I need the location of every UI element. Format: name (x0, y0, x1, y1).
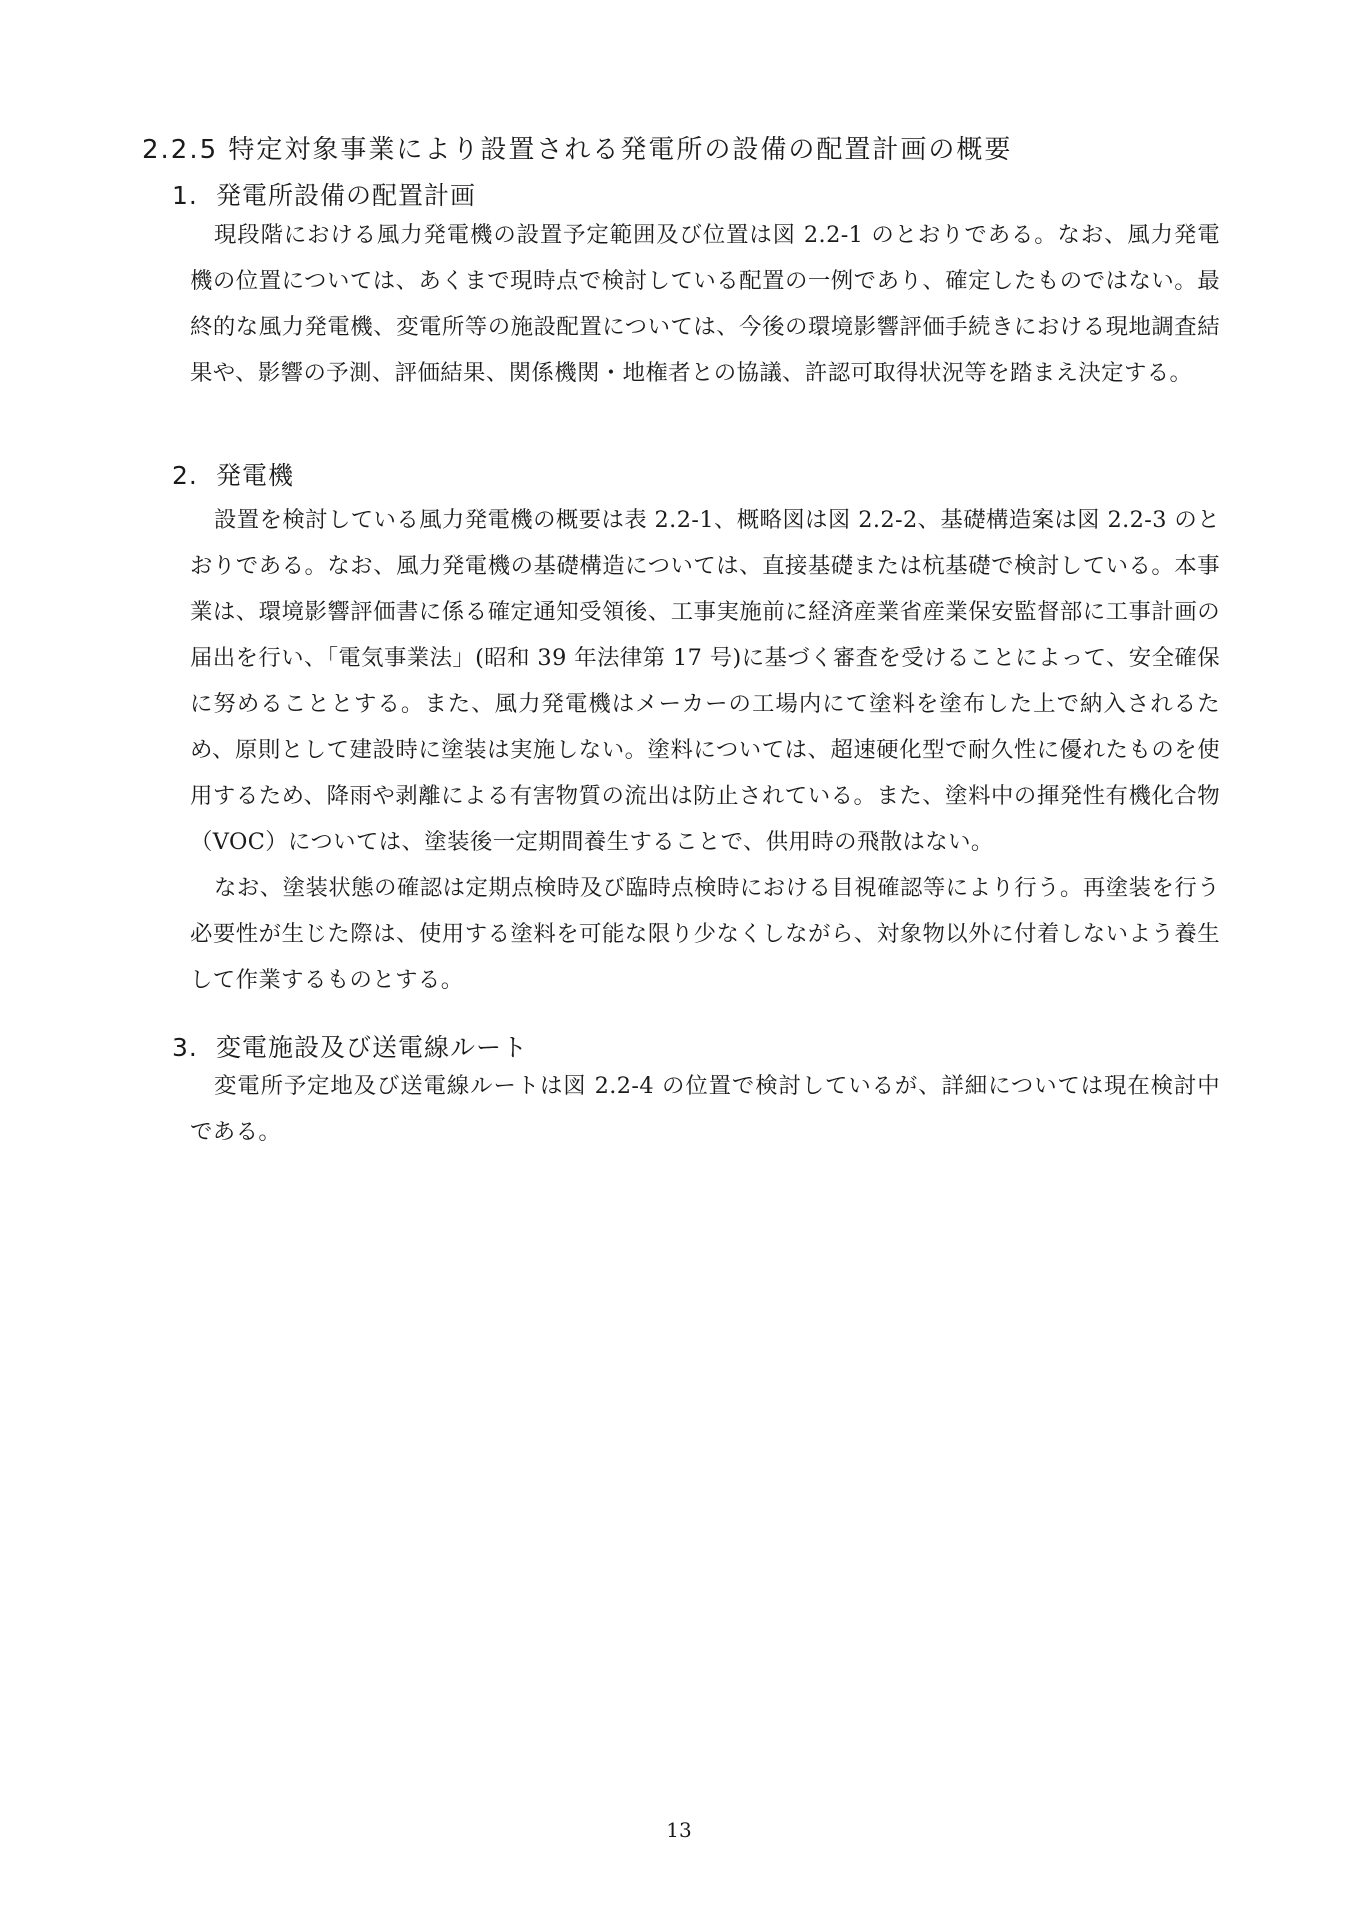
body-paragraph: 変電所予定地及び送電線ルートは図 2.2-4 の位置で検討しているが、詳細については現在検討中である。 (190, 1073, 1220, 1145)
body-paragraph: 設置を検討している風力発電機の概要は表 2.2-1、概略図は図 2.2-2、基礎構造案は図 2.2-3 のとおりである。なお、風力発電機の基礎構造については、直接基礎または杭基礎で検討している。本事業は、環境影響評価書に係る確定通知受領後、工事実施前に経済産業省産業保安監督部に工事計画の届出を行い、「電気事業法」(昭和 39 年法律第 17 号)に基づく審査を受けることによって、安全確保に努めることとする。また、風力発電機はメーカーの工場内にて塗料を塗布した上で納入されるため、原則として建設時に塗装は実施しない。塗料については、超速硬化型で耐久性に優れたものを使用するため、降雨や剥離による有害物質の流出は防止されている。また、塗料中の揮発性有機化合物（VOC）については、塗装後一定期間養生することで、供用時の飛散はない。 (190, 507, 1220, 855)
subsection-number: 3. (172, 1033, 198, 1062)
subsection-title: 変電施設及び送電線ルート (216, 1033, 529, 1062)
subsection-number: 2. (172, 461, 198, 490)
body-paragraph: なお、塗装状態の確認は定期点検時及び臨時点検時における目視確認等により行う。再塗装を行う必要性が生じた際は、使用する塗料を可能な限り少なくしながら、対象物以外に付着しないよう養生して作業するものとする。 (190, 875, 1220, 993)
subsection-title: 発電所設備の配置計画 (216, 181, 477, 210)
subsection-title: 発電機 (216, 461, 295, 490)
subsection-number: 1. (172, 181, 198, 210)
section-title: 2.2.5 特定対象事業により設置される発電所の設備の配置計画の概要 (142, 135, 1013, 165)
page-number: 13 (666, 1818, 692, 1842)
body-paragraph: 現段階における風力発電機の設置予定範囲及び位置は図 2.2-1 のとおりである。なお、風力発電機の位置については、あくまで現時点で検討している配置の一例であり、確定したものではない。最終的な風力発電機、変電所等の施設配置については、今後の環境影響評価手続きにおける現地調査結果や、影響の予測、評価結果、関係機関・地権者との協議、許認可取得状況等を踏まえ決定する。 (190, 222, 1220, 386)
subsection-heading-2 (172, 460, 294, 492)
subsection-heading-3 (172, 1032, 528, 1064)
subsection-heading-1 (172, 180, 476, 212)
